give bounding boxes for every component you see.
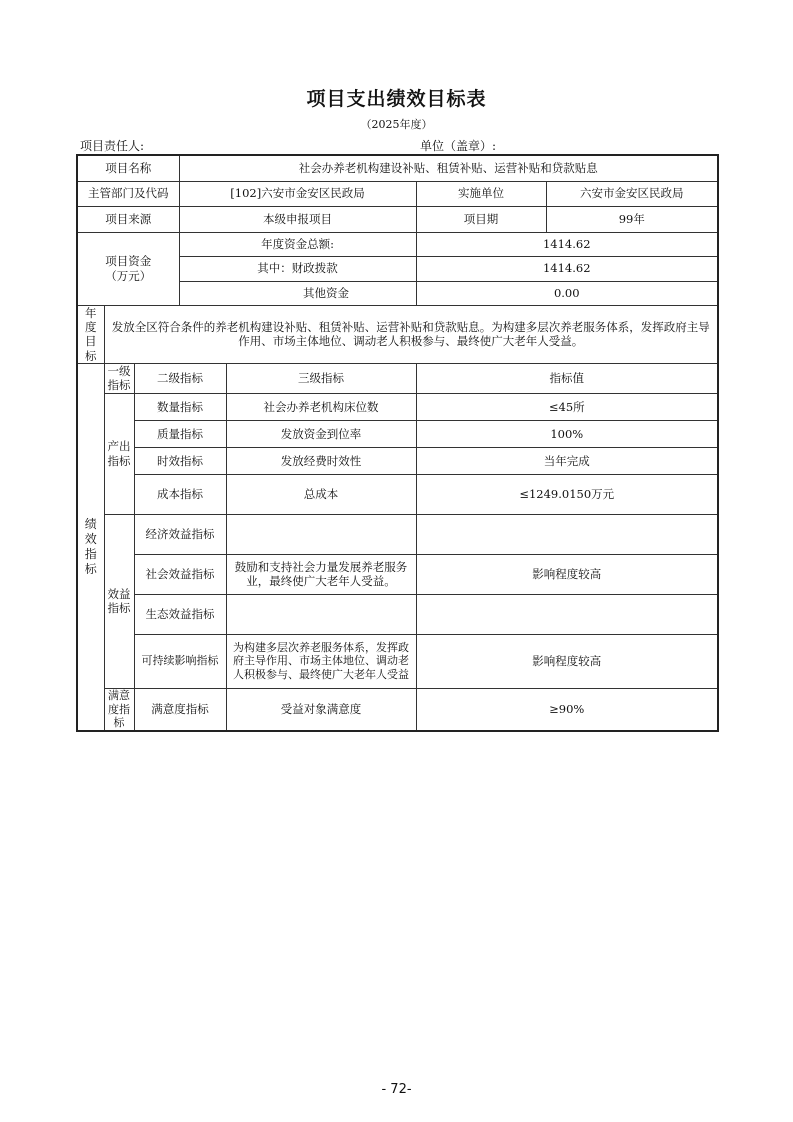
table-row xyxy=(77,420,718,447)
project-period-label: 项目期 xyxy=(416,206,546,232)
benefit-value: 影响程度较高 xyxy=(416,554,718,594)
performance-indicator-label: 绩效指标 xyxy=(77,364,104,732)
table-row xyxy=(77,447,718,474)
level3-header: 三级指标 xyxy=(226,364,416,394)
output-level2: 成本指标 xyxy=(134,474,226,514)
benefit-level2: 社会效益指标 xyxy=(134,554,226,594)
output-value: 100% xyxy=(416,420,718,447)
project-name-row xyxy=(77,155,718,181)
source-row xyxy=(77,206,718,232)
fiscal-allocation-label: 其中：财政拨款 xyxy=(179,256,416,281)
satisfaction-value: ≥90% xyxy=(416,688,718,731)
project-funds-label-line1: 项目资金 xyxy=(105,254,152,269)
output-value: 当年完成 xyxy=(416,447,718,474)
other-funds-label: 其他资金 xyxy=(179,281,416,305)
page-number: - 72- xyxy=(381,1082,412,1097)
output-value: ≤1249.0150万元 xyxy=(416,474,718,514)
benefit-level3: 鼓励和支持社会力量发展养老服务业，最终使广大老年人受益。 xyxy=(226,554,416,594)
funds-total-row xyxy=(77,232,718,256)
project-name-label: 项目名称 xyxy=(77,155,179,181)
level2-header: 二级指标 xyxy=(134,364,226,394)
benefit-level3 xyxy=(226,514,416,554)
department-value: [102]六安市金安区民政局 xyxy=(179,181,416,206)
table-row xyxy=(77,474,718,514)
annual-target-text: 发放全区符合条件的养老机构建设补贴、租赁补贴、运营补贴和贷款贴息。为构建多层次养老服务体系，发挥政府主导作用、市场主体地位、调动老人积极参与、最终使广大老年人受益。 xyxy=(104,305,718,364)
page-title: 项目支出绩效目标表 xyxy=(306,88,487,110)
benefit-level2: 经济效益指标 xyxy=(134,514,226,554)
output-level2: 时效指标 xyxy=(134,447,226,474)
output-indicator-label: 产出指标 xyxy=(104,393,134,514)
benefit-value xyxy=(416,514,718,554)
annual-total-label: 年度资金总额: xyxy=(179,232,416,256)
project-funds-label-line2: （万元） xyxy=(105,268,152,283)
project-funds-label xyxy=(77,232,179,305)
project-name-value: 社会办养老机构建设补贴、租赁补贴、运营补贴和贷款贴息 xyxy=(179,155,718,181)
performance-target-table xyxy=(76,154,719,732)
implementing-unit-label: 实施单位 xyxy=(416,181,546,206)
table-row xyxy=(77,688,718,731)
benefit-value xyxy=(416,594,718,634)
output-level3: 发放经费时效性 xyxy=(226,447,416,474)
fiscal-year: （2025年度） xyxy=(360,118,433,131)
table-row xyxy=(77,393,718,420)
annual-total-value: 1414.62 xyxy=(416,232,718,256)
department-label: 主管部门及代码 xyxy=(77,181,179,206)
department-row xyxy=(77,181,718,206)
table-row xyxy=(77,514,718,554)
indicator-header-row xyxy=(77,364,718,394)
indicator-value-header: 指标值 xyxy=(416,364,718,394)
satisfaction-indicator-label: 满意度指标 xyxy=(104,688,134,731)
output-value: ≤45所 xyxy=(416,393,718,420)
benefit-indicator-label: 效益指标 xyxy=(104,514,134,688)
project-source-label: 项目来源 xyxy=(77,206,179,232)
table-row xyxy=(77,594,718,634)
annual-target-label-line1: 年度 xyxy=(85,305,97,334)
satisfaction-level3: 受益对象满意度 xyxy=(226,688,416,731)
output-level3: 总成本 xyxy=(226,474,416,514)
annual-target-row xyxy=(77,305,718,364)
benefit-level2: 生态效益指标 xyxy=(134,594,226,634)
benefit-level3: 为构建多层次养老服务体系，发挥政府主导作用、市场主体地位、调动老人积极参与、最终使广大老年人受益 xyxy=(226,634,416,688)
benefit-level3 xyxy=(226,594,416,634)
responsible-person-label: 项目责任人: xyxy=(80,139,145,153)
annual-target-label xyxy=(77,305,104,364)
unit-seal-label: 单位（盖章）: xyxy=(420,139,497,153)
benefit-level2: 可持续影响指标 xyxy=(134,634,226,688)
output-level2: 数量指标 xyxy=(134,393,226,420)
output-level3: 社会办养老机构床位数 xyxy=(226,393,416,420)
project-source-value: 本级申报项目 xyxy=(179,206,416,232)
other-funds-value: 0.00 xyxy=(416,281,718,305)
annual-target-label-line2: 目标 xyxy=(85,334,97,363)
table-row xyxy=(77,554,718,594)
output-level3: 发放资金到位率 xyxy=(226,420,416,447)
benefit-value: 影响程度较高 xyxy=(416,634,718,688)
satisfaction-level2: 满意度指标 xyxy=(134,688,226,731)
fiscal-allocation-value: 1414.62 xyxy=(416,256,718,281)
table-row xyxy=(77,634,718,688)
implementing-unit-value: 六安市金安区民政局 xyxy=(546,181,718,206)
project-period-value: 99年 xyxy=(546,206,718,232)
level1-header: 一级指标 xyxy=(104,364,134,394)
output-level2: 质量指标 xyxy=(134,420,226,447)
